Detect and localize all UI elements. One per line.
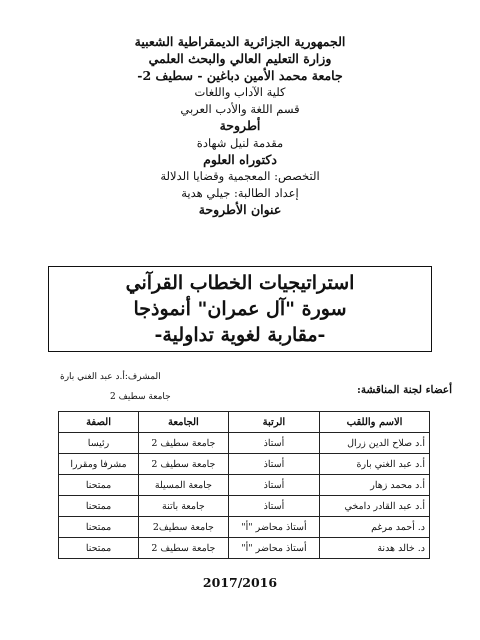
member-rank: أستاذ bbox=[228, 454, 319, 475]
member-university: جامعة سطيف 2 bbox=[139, 433, 229, 454]
institution-header bbox=[0, 34, 480, 219]
member-name: أ.د محمد زهار bbox=[320, 475, 430, 496]
table-row bbox=[59, 496, 430, 517]
member-role: رئيسا bbox=[59, 433, 139, 454]
member-university: جامعة سطيف2 bbox=[139, 517, 229, 538]
table-row bbox=[59, 538, 430, 559]
table-row bbox=[59, 454, 430, 475]
member-role: ممتحنا bbox=[59, 496, 139, 517]
supervisor-university: جامعة سطيف 2 bbox=[110, 392, 171, 402]
committee-table bbox=[58, 411, 430, 559]
specialty-line: التخصص: المعجمية وقضايا الدلالة bbox=[160, 169, 320, 184]
column-header: الصفة bbox=[59, 412, 139, 433]
member-university: جامعة سطيف 2 bbox=[139, 538, 229, 559]
member-name: د. أحمد مرغم bbox=[320, 517, 430, 538]
supervisor-line: المشرف:أ.د عبد الغني بارة bbox=[60, 372, 161, 382]
member-university: جامعة المسيلة bbox=[139, 475, 229, 496]
faculty-line: كلية الآداب واللغات bbox=[194, 85, 286, 100]
member-name: د. خالد هدنة bbox=[320, 538, 430, 559]
member-rank: أستاذ bbox=[228, 496, 319, 517]
member-role: مشرفا ومقررا bbox=[59, 454, 139, 475]
committee-label: أعضاء لجنة المناقشة: bbox=[357, 384, 452, 396]
member-rank: أستاذ bbox=[228, 475, 319, 496]
committee-table-header-row bbox=[59, 412, 430, 433]
table-row bbox=[59, 433, 430, 454]
member-role: ممتحنا bbox=[59, 517, 139, 538]
member-rank: أستاذ bbox=[228, 433, 319, 454]
thesis-title-line-2: سورة "آل عمران" أنموذجا bbox=[133, 298, 347, 320]
ministry-line: وزارة التعليم العالي والبحث العلمي bbox=[148, 50, 332, 66]
member-name: أ.د صلاح الدين زرال bbox=[320, 433, 430, 454]
university-line: جامعة محمد الأمين دباغين - سطيف 2- bbox=[137, 67, 343, 83]
member-name: أ.د عبد الغني بارة bbox=[320, 454, 430, 475]
academic-year: 2017/2016 bbox=[202, 575, 278, 590]
thesis-title-line-1: استراتيجيات الخطاب القرآني bbox=[125, 272, 355, 294]
column-header: الرتبة bbox=[228, 412, 319, 433]
degree-line: دكتوراه العلوم bbox=[203, 151, 277, 167]
thesis-title-label: عنوان الأطروحة bbox=[198, 201, 282, 217]
thesis-title-line-3: -مقاربة لغوية تداولية- bbox=[154, 324, 326, 346]
department-line: قسم اللغة والأدب العربي bbox=[180, 102, 300, 117]
doc-type-line: أطروحة bbox=[219, 117, 261, 133]
republic-line: الجمهورية الجزائرية الديمقراطية الشعبية bbox=[134, 34, 346, 49]
member-name: أ.د عبد القادر دامخي bbox=[320, 496, 430, 517]
column-header: الاسم واللقب bbox=[320, 412, 430, 433]
member-role: ممتحنا bbox=[59, 538, 139, 559]
prepared-by-line: إعداد الطالبة: جيلي هدية bbox=[181, 186, 299, 201]
table-row bbox=[59, 475, 430, 496]
member-rank: أستاذ محاضر "أ" bbox=[228, 517, 319, 538]
table-row bbox=[59, 517, 430, 538]
purpose-line: مقدمة لنيل شهادة bbox=[196, 135, 284, 150]
member-role: ممتحنا bbox=[59, 475, 139, 496]
member-university: جامعة باتنة bbox=[139, 496, 229, 517]
member-rank: أستاذ محاضر "أ" bbox=[228, 538, 319, 559]
column-header: الجامعة bbox=[139, 412, 229, 433]
thesis-title-box bbox=[48, 266, 432, 352]
member-university: جامعة سطيف 2 bbox=[139, 454, 229, 475]
